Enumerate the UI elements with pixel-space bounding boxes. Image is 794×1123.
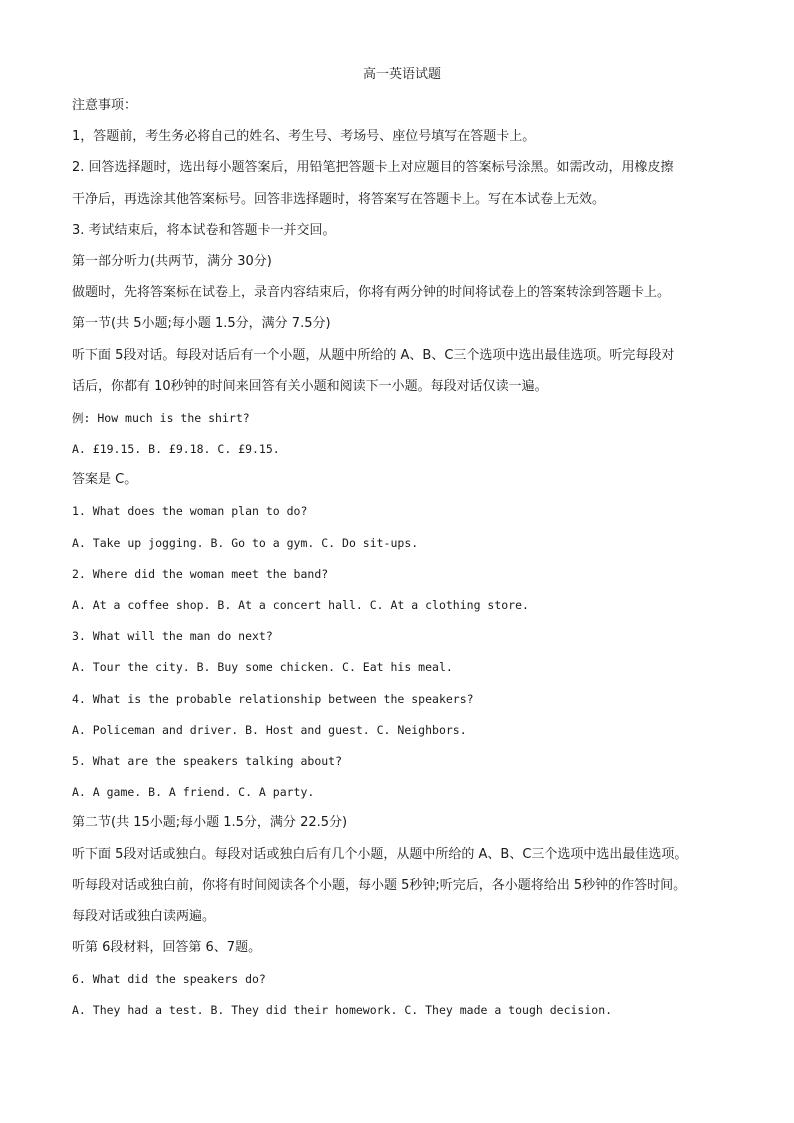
exam-page [72,64,732,1031]
notice-heading: 注意事项： [72,98,138,113]
notice-item-3: 3. 考试结束后，将本试卷和答题卡一并交回。 [72,222,336,238]
section-two-instruction-a: 听下面 5段对话或独白。每段对话或独白后有几个小题，从题中所给的 A、B、C三个选项中选出最佳选项。 [72,846,688,862]
section-one-instruction-a: 听下面 5段对话。每段对话后有一个小题，从题中所给的 A、B、C三个选项中选出最佳选项。听完每段对 [72,347,675,363]
example-options: A. £19.15. B. £9.18. C. £9.15. [72,442,280,457]
part-one-heading: 第一部分听力(共两节，满分 30分) [72,253,272,269]
question-3: 3. What will the man do next? [72,629,273,644]
question-6-options: A. They had a test. B. They did their homework. C. They made a tough decision. [72,1003,613,1018]
question-6: 6. What did the speakers do? [72,972,266,987]
notice-item-1: 1，答题前，考生务必将自己的姓名、考生号、考场号、座位号填写在答题卡上。 [72,129,536,145]
part-one-instruction: 做题时，先将答案标在试卷上，录音内容结束后，你将有两分钟的时间将试卷上的答案转涂到答题卡上。 [72,285,671,301]
question-4-options: A. Policeman and driver. B. Host and guest. C. Neighbors. [72,722,467,737]
section-one-heading: 第一节(共 5小题;每小题 1.5分，满分 7.5分) [72,316,331,332]
section-two-heading: 第二节(共 15小题;每小题 1.5分，满分 22.5分) [72,815,348,831]
section-two-instruction-c: 每段对话或独白读两遍。 [72,908,216,924]
question-1: 1. What does the woman plan to do? [72,504,308,519]
example-question: 例: How much is the shirt? [72,410,250,425]
question-3-options: A. Tour the city. B. Buy some chicken. C. Eat his meal. [72,660,453,675]
notice-item-2a: 2. 回答选择题时，选出每小题答案后，用铅笔把答题卡上对应题目的答案标号涂黑。如需改动，用橡皮擦 [72,160,674,176]
question-2-options: A. At a coffee shop. B. At a concert hall. C. At a clothing store. [72,598,529,612]
material-6-heading: 听第 6段材料，回答第 6、7题。 [72,940,262,956]
question-5-options: A. A game. B. A friend. C. A party. [72,785,315,800]
page-title: 高一英语试题 [362,67,441,82]
question-5: 5. What are the speakers talking about? [72,753,343,768]
section-two-instruction-b: 听每段对话或独白前，你将有时间阅读各个小题，每小题 5秒钟;听完后，各小题将给出 5秒钟的作答时间。 [72,877,687,893]
question-1-options: A. Take up jogging. B. Go to a gym. C. Do sit-ups. [72,535,419,550]
section-one-instruction-b: 话后，你都有 10秒钟的时间来回答有关小题和阅读下一小题。每段对话仅读一遍。 [72,378,548,394]
notice-item-2b: 干净后，再选涂其他答案标号。回答非选择题时，将答案写在答题卡上。写在本试卷上无效。 [72,191,606,207]
example-answer: 答案是 C。 [72,472,138,488]
question-2: 2. Where did the woman meet the band? [72,566,329,581]
question-4: 4. What is the probable relationship between the speakers? [72,691,474,706]
